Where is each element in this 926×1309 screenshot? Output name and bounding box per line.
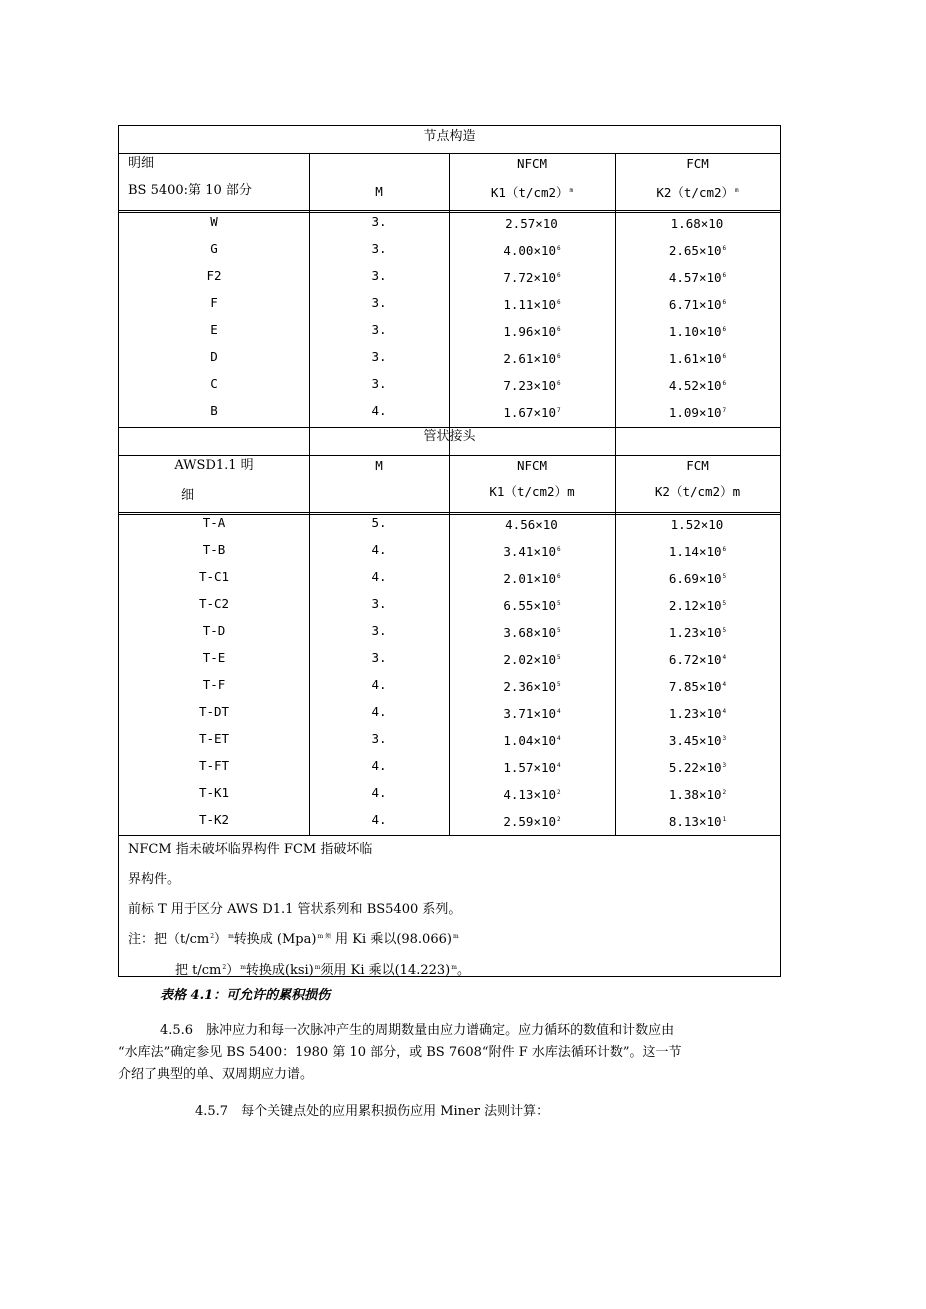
cell-k1-exponent: 6 <box>557 353 561 360</box>
note5-sup1: 2 <box>222 964 227 971</box>
cell-k2 <box>615 322 780 340</box>
cell-k2-value: 6.69×10 <box>668 571 722 586</box>
cell-detail-value: T-DT <box>198 704 230 719</box>
cell-detail <box>119 542 309 558</box>
cell-k1-exponent: 6 <box>557 245 561 252</box>
cell-k1-value: 2.59×10 <box>503 814 557 829</box>
cell-m-value: 3. <box>371 596 387 611</box>
cell-detail <box>119 322 309 338</box>
cell-k1 <box>449 569 615 587</box>
header-k2 <box>615 183 780 201</box>
cell-detail-value: T-ET <box>198 731 230 746</box>
cell-k1-value: 1.04×10 <box>503 733 557 748</box>
cell-k1 <box>449 758 615 776</box>
cell-k2 <box>615 812 780 830</box>
cell-m <box>309 403 449 419</box>
cell-k2-value: 6.71×10 <box>668 297 722 312</box>
cell-k2 <box>615 542 780 560</box>
cell-m <box>309 542 449 558</box>
note-line-4 <box>128 928 459 947</box>
cell-k1-value: 1.67×10 <box>503 405 557 420</box>
cell-detail-value: G <box>210 241 218 256</box>
cell-detail-value: F <box>210 295 218 310</box>
cell-k1-exponent: 7 <box>557 407 561 414</box>
cell-k1 <box>449 785 615 803</box>
note5-c: 转换成(ksi) <box>245 963 314 978</box>
cell-m-value: 3. <box>371 322 387 337</box>
cell-detail-value: C <box>210 376 218 391</box>
header-m: M <box>375 184 383 199</box>
cell-k1 <box>449 268 615 286</box>
paragraph-4-5-6-line3: 介绍了典型的单、双周期应力谱。 <box>118 1067 314 1082</box>
paragraph-4-5-7: 4.5.7 每个关键点处的应用累积损伤应用 Miner 法则计算： <box>195 1104 550 1119</box>
note4-b: ） <box>214 932 228 947</box>
cell-k2-exponent: 6 <box>722 299 727 306</box>
cell-k2-value: 6.72×10 <box>668 652 722 667</box>
note5-d: 须用 Ki 乘以(14.223) <box>320 963 451 978</box>
cell-k2-exponent: 4 <box>722 654 727 661</box>
cell-k2-value: 2.12×10 <box>668 598 722 613</box>
row-divider <box>119 210 780 211</box>
note5-sup3: m <box>314 964 321 971</box>
note4-d: 用 Ki 乘以(98.066) <box>331 932 452 947</box>
cell-k1-exponent: 4 <box>557 708 561 715</box>
header-m: M <box>375 458 383 473</box>
section-title-joint-construction: 节点构造 <box>423 129 476 144</box>
header-k2: K2（t/cm2）m <box>654 484 741 499</box>
note-line-3: 前标 T 用于区分 AWS D1.1 管状系列和 BS5400 系列。 <box>128 902 462 917</box>
cell-k2 <box>615 515 780 533</box>
header-aws-detail-cont: 细 <box>181 488 195 503</box>
cell-k2-exponent: 7 <box>722 407 727 414</box>
cell-detail <box>119 403 309 419</box>
cell-detail <box>119 596 309 612</box>
cell-m <box>309 214 449 230</box>
header-detail-label: 明细 <box>128 156 155 171</box>
cell-k1-value: 4.56×10 <box>505 517 558 532</box>
cell-detail-value: T-C1 <box>198 569 230 584</box>
cell-k2-exponent: 6 <box>722 546 727 553</box>
cell-k1-exponent: 6 <box>557 272 561 279</box>
cell-k2 <box>615 758 780 776</box>
paragraph-4-5-6-line1: 4.5.6 脉冲应力和每一次脉冲产生的周期数量由应力谱确定。应力循环的数值和计数应由 <box>160 1023 675 1038</box>
header-aws-detail: AWSD1.1 明 <box>174 458 254 473</box>
cell-m <box>309 677 449 693</box>
note-line-5 <box>175 959 470 978</box>
cell-detail-value: D <box>210 349 218 364</box>
cell-detail <box>119 515 309 531</box>
cell-k1-value: 2.36×10 <box>503 679 557 694</box>
cell-m-value: 3. <box>371 650 387 665</box>
cell-k2 <box>615 623 780 641</box>
cell-k2-exponent: 6 <box>722 245 727 252</box>
cell-k2 <box>615 596 780 614</box>
cell-detail <box>119 785 309 801</box>
cell-k1-value: 3.71×10 <box>503 706 557 721</box>
cell-k1-value: 6.55×10 <box>503 598 557 613</box>
row-divider <box>119 455 780 456</box>
cell-k1-value: 1.57×10 <box>503 760 557 775</box>
cell-detail <box>119 349 309 365</box>
note5-sup4: m <box>451 964 457 971</box>
cell-k1 <box>449 731 615 749</box>
cell-m <box>309 268 449 284</box>
cell-k2-value: 4.57×10 <box>668 270 722 285</box>
cell-k2 <box>615 403 780 421</box>
cell-detail <box>119 758 309 774</box>
cell-k2-value: 1.23×10 <box>668 706 722 721</box>
header-fcm: FCM <box>686 156 709 171</box>
cell-k1-exponent: 5 <box>557 654 561 661</box>
paragraph-4-5-6-line2: “水库法”确定参见 BS 5400：1980 第 10 部分，或 BS 7608“附件 F 水库法循环计数”。这一节 <box>118 1045 682 1060</box>
cell-detail-value: T-E <box>202 650 226 665</box>
cell-k2-value: 1.52×10 <box>670 517 724 532</box>
cell-k1 <box>449 650 615 668</box>
cell-k2 <box>615 295 780 313</box>
cell-detail <box>119 376 309 392</box>
cell-detail <box>119 731 309 747</box>
cell-k2-exponent: 4 <box>722 708 727 715</box>
cell-k1-value: 3.68×10 <box>503 625 557 640</box>
header-k1-text: K1（t/cm2） <box>490 185 569 200</box>
cell-detail-value: T-K1 <box>198 785 230 800</box>
cell-k1-value: 7.72×10 <box>503 270 557 285</box>
cell-detail-value: T-D <box>202 623 226 638</box>
cell-k1 <box>449 349 615 367</box>
cell-k2-value: 1.61×10 <box>668 351 722 366</box>
cell-detail <box>119 704 309 720</box>
cell-k2-value: 1.38×10 <box>668 787 722 802</box>
cell-m <box>309 295 449 311</box>
cell-k2 <box>615 349 780 367</box>
cell-k1 <box>449 812 615 830</box>
cell-k1 <box>449 515 615 533</box>
cell-detail <box>119 677 309 693</box>
cell-m-value: 3. <box>371 295 387 310</box>
cell-m-value: 3. <box>371 268 387 283</box>
cell-m-value: 4. <box>371 758 387 773</box>
cell-k2-exponent: 6 <box>722 380 727 387</box>
cell-k2 <box>615 704 780 722</box>
cell-k2-exponent: 6 <box>722 353 727 360</box>
cell-detail-value: T-K2 <box>198 812 230 827</box>
cell-m-value: 4. <box>371 785 387 800</box>
cell-m-value: 3. <box>371 214 387 229</box>
cell-k2-value: 8.13×10 <box>668 814 722 829</box>
cell-m <box>309 241 449 257</box>
cell-k1 <box>449 704 615 722</box>
cell-m <box>309 376 449 392</box>
cell-k2 <box>615 785 780 803</box>
cell-k2-exponent: 1 <box>722 816 727 823</box>
cell-detail <box>119 623 309 639</box>
cell-k2-value: 3.45×10 <box>668 733 722 748</box>
cell-detail-value: W <box>210 214 218 229</box>
cell-k1-exponent: 5 <box>557 681 561 688</box>
row-divider <box>119 212 780 213</box>
cell-detail <box>119 812 309 828</box>
cell-k2-value: 1.14×10 <box>668 544 722 559</box>
cell-k2-exponent: 2 <box>722 789 727 796</box>
header-detail-standard: BS 5400:第 10 部分 <box>128 183 252 198</box>
cell-m-value: 5. <box>371 515 387 530</box>
cell-k2 <box>615 650 780 668</box>
note4-sup1: 2 <box>210 933 215 940</box>
header-k1-exponent: m <box>569 187 574 194</box>
note5-e: 。 <box>456 963 470 978</box>
cell-k2 <box>615 241 780 259</box>
cell-k1-value: 1.11×10 <box>503 297 557 312</box>
cell-detail-value: E <box>210 322 218 337</box>
cell-m <box>309 623 449 639</box>
cell-detail <box>119 295 309 311</box>
cell-m <box>309 322 449 338</box>
cell-detail <box>119 214 309 230</box>
cell-k2-exponent: 6 <box>722 272 727 279</box>
cell-k2-value: 1.68×10 <box>670 216 724 231</box>
header-k2-text: K2（t/cm2） <box>656 185 735 200</box>
cell-k2-value: 7.85×10 <box>668 679 722 694</box>
cell-k2-exponent: 3 <box>722 735 727 742</box>
cell-k1 <box>449 322 615 340</box>
cell-k2 <box>615 731 780 749</box>
cell-k1-exponent: 4 <box>557 735 561 742</box>
cell-m-value: 4. <box>371 812 387 827</box>
cell-k2-value: 2.65×10 <box>668 243 722 258</box>
cell-m <box>309 704 449 720</box>
cell-k1 <box>449 623 615 641</box>
note4-c: 转换成 (Mpa) <box>233 932 317 947</box>
cell-m-value: 3. <box>371 349 387 364</box>
cell-m-value: 3. <box>371 731 387 746</box>
cell-m-value: 3. <box>371 241 387 256</box>
cell-k2-value: 4.52×10 <box>668 378 722 393</box>
cell-k1-exponent: 6 <box>557 326 561 333</box>
cell-k1-exponent: 6 <box>557 299 561 306</box>
cell-k2-exponent: 5 <box>722 573 727 580</box>
cell-k1-value: 2.01×10 <box>503 571 557 586</box>
cell-m-value: 3. <box>371 623 387 638</box>
note5-b: ） <box>226 963 240 978</box>
cell-k1-value: 3.41×10 <box>503 544 557 559</box>
cell-m <box>309 731 449 747</box>
cell-m <box>309 758 449 774</box>
header-k2-exponent: m <box>735 187 739 194</box>
cell-detail-value: T-F <box>202 677 226 692</box>
header-nfcm: NFCM <box>516 156 548 171</box>
cell-k1-value: 4.00×10 <box>503 243 557 258</box>
cell-k1-exponent: 2 <box>557 816 561 823</box>
cell-m <box>309 596 449 612</box>
cell-k1 <box>449 241 615 259</box>
cell-k2 <box>615 376 780 394</box>
cell-detail-value: F2 <box>206 268 222 283</box>
section-title-tubular-joints: 管状接头 <box>423 429 476 444</box>
cell-detail-value: T-C2 <box>198 596 230 611</box>
cell-m-value: 3. <box>371 376 387 391</box>
cell-k1 <box>449 403 615 421</box>
cell-k2-exponent: 6 <box>722 326 727 333</box>
cell-k1 <box>449 596 615 614</box>
cell-detail <box>119 268 309 284</box>
cell-k2-exponent: 3 <box>722 762 727 769</box>
header-k1 <box>449 183 615 201</box>
cell-m <box>309 785 449 801</box>
note-line-2: 界构件。 <box>128 872 181 887</box>
cell-k1 <box>449 376 615 394</box>
table-caption: 表格 4.1：可允许的累积损伤 <box>160 988 331 1003</box>
cell-k1-exponent: 6 <box>557 380 561 387</box>
note-line-1: NFCM 指未破坏临界构件 FCM 指破坏临 <box>128 842 373 857</box>
cell-m-value: 4. <box>371 677 387 692</box>
cell-m <box>309 650 449 666</box>
note5-a: 把 t/cm <box>175 963 222 978</box>
cell-k1-value: 7.23×10 <box>503 378 557 393</box>
cell-k2-value: 1.23×10 <box>668 625 722 640</box>
cell-detail-value: T-FT <box>198 758 230 773</box>
cell-k2 <box>615 677 780 695</box>
cell-k2-value: 5.22×10 <box>668 760 722 775</box>
cell-m-value: 4. <box>371 403 387 418</box>
header-k1: K1（t/cm2）m <box>489 484 575 499</box>
cell-k1-exponent: 6 <box>557 573 561 580</box>
cell-k2-exponent: 5 <box>722 627 727 634</box>
cell-detail-value: T-A <box>202 515 226 530</box>
cell-detail <box>119 569 309 585</box>
cell-k1 <box>449 542 615 560</box>
cell-k1-exponent: 6 <box>557 546 561 553</box>
fatigue-table <box>118 125 781 977</box>
cell-k2-exponent: 4 <box>722 681 727 688</box>
cell-k1 <box>449 214 615 232</box>
header-fcm: FCM <box>686 458 709 473</box>
note4-sup2: m <box>228 933 234 940</box>
cell-detail-value: T-B <box>202 542 226 557</box>
cell-k2-value: 1.10×10 <box>668 324 722 339</box>
cell-k2 <box>615 214 780 232</box>
cell-k2 <box>615 268 780 286</box>
cell-k1 <box>449 677 615 695</box>
note4-sup4: m <box>452 933 459 940</box>
cell-k1-exponent: 2 <box>557 789 561 796</box>
row-divider <box>119 153 780 154</box>
cell-k1-value: 1.96×10 <box>503 324 557 339</box>
cell-m <box>309 569 449 585</box>
cell-m-value: 4. <box>371 569 387 584</box>
cell-k1-exponent: 5 <box>557 627 561 634</box>
cell-m-value: 4. <box>371 542 387 557</box>
cell-detail <box>119 241 309 257</box>
cell-k2 <box>615 569 780 587</box>
cell-detail-value: B <box>210 403 218 418</box>
cell-k1-value: 2.61×10 <box>503 351 557 366</box>
note4-a: 注：把（t/cm <box>128 932 210 947</box>
cell-m-value: 4. <box>371 704 387 719</box>
cell-k1-value: 4.13×10 <box>503 787 557 802</box>
cell-k1-exponent: 4 <box>557 762 561 769</box>
row-divider <box>119 835 780 836</box>
note4-sup3: m 须 <box>317 933 332 940</box>
cell-k1 <box>449 295 615 313</box>
cell-m <box>309 349 449 365</box>
cell-k2-exponent: 5 <box>722 600 727 607</box>
cell-k2-value: 1.09×10 <box>668 405 722 420</box>
cell-detail <box>119 650 309 666</box>
cell-m <box>309 812 449 828</box>
cell-k1-exponent: 5 <box>557 600 561 607</box>
cell-k1-value: 2.02×10 <box>503 652 557 667</box>
header-nfcm: NFCM <box>516 458 548 473</box>
cell-k1-value: 2.57×10 <box>505 216 558 231</box>
row-divider <box>119 427 780 428</box>
row-divider <box>119 512 780 513</box>
cell-m <box>309 515 449 531</box>
note5-sup2: m <box>240 964 246 971</box>
